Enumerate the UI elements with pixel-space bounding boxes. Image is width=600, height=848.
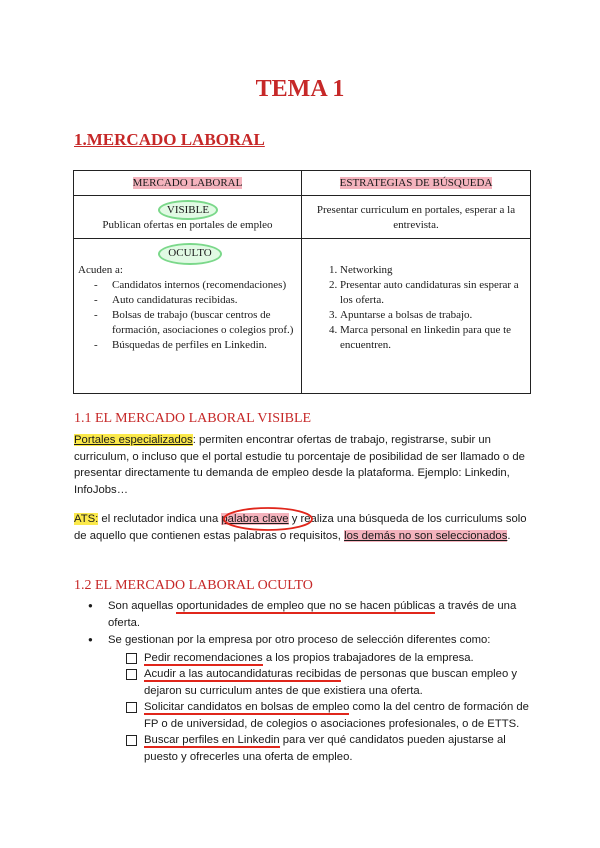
table-divider-vertical: [301, 171, 302, 393]
list-item: ● Son aquellas oportunidades de empleo que no se hacen públicas a través de una oferta.: [86, 598, 531, 631]
section-heading-visible: 1.1 EL MERCADO LABORAL VISIBLE: [74, 411, 312, 426]
visible-strategy: Presentar curriculum en portales, esperar a la entrevista.: [316, 204, 516, 231]
oculto-bullets: [86, 598, 531, 765]
checkbox[interactable]: [126, 735, 137, 746]
checkbox[interactable]: [126, 669, 137, 680]
portales-label: Portales especializados: [74, 434, 193, 446]
oculto-content: [78, 263, 298, 353]
list-item: 4. Marca personal en linkedin para que te encuentren.: [340, 323, 524, 353]
checklist-item: Solicitar candidatos en bolsas de empleo como la del centro de formación de FP o de universidad, de colegios o asociaciones profesionales, o de ETTS.: [86, 699, 531, 732]
ats-highlight: los demás no son seleccionados: [344, 529, 508, 542]
checklist-item: Acudir a las autocandidaturas recibidas de personas que buscan empleo y dejaron su curriculum antes de que existiera una oferta.: [86, 666, 531, 699]
checkbox[interactable]: [126, 653, 137, 664]
ats-label: ATS:: [74, 513, 99, 525]
paragraph-portales: Portales especializados: permiten encontrar ofertas de trabajo, registrarse, subir un curriculum, o incluso que el portal estudie tu porcentaje de posibilidad de ser llamado o de presentar directamente tu demanda de empleo desde la plataforma. Ejemplo: Linkedin, InfoJobs…: [74, 434, 525, 496]
oculto-intro: Acuden a:: [78, 264, 123, 276]
table-header-left: MERCADO LABORAL: [132, 177, 243, 189]
paragraph-ats: ATS: el reclutador indica una palabra clave y realiza una búsqueda de los curriculums solo de aquello que contienen estas palabras o requisitos, los demás no son seleccionados.: [74, 513, 527, 542]
oculto-label: OCULTO: [158, 243, 222, 265]
list-item: - Auto candidaturas recibidas.: [88, 293, 298, 308]
mercado-laboral-table: [73, 170, 531, 394]
strategies-content: [314, 263, 524, 353]
ats-keyword: palabra clave: [221, 513, 289, 525]
list-item: - Candidatos internos (recomendaciones): [88, 278, 298, 293]
checklist-item: Pedir recomendaciones a los propios trabajadores de la empresa.: [86, 650, 531, 667]
section-heading-oculto: 1.2 EL MERCADO LABORAL OCULTO: [74, 578, 313, 593]
list-item: 1. Networking: [340, 263, 524, 278]
oculto-list: [78, 278, 298, 353]
list-item: - Bolsas de trabajo (buscar centros de formación, asociaciones o colegios prof.): [88, 308, 298, 338]
checkbox[interactable]: [126, 702, 137, 713]
section-heading-mercado-laboral: 1.MERCADO LABORAL: [74, 130, 265, 149]
visible-description: Publican ofertas en portales de empleo: [102, 219, 273, 231]
table-header-right: ESTRATEGIAS DE BÚSQUEDA: [339, 177, 493, 189]
list-item: 2. Presentar auto candidaturas sin esperar a los oferta.: [340, 278, 524, 308]
table-divider-row2: [74, 238, 530, 239]
list-item: - Búsquedas de perfiles en Linkedin.: [88, 338, 298, 353]
visible-label: VISIBLE: [158, 200, 218, 220]
strategies-list: [314, 263, 524, 353]
list-item: 3. Apuntarse a bolsas de trabajo.: [340, 308, 524, 323]
table-divider-row1: [74, 195, 530, 196]
checklist-item: Buscar perfiles en Linkedin para ver qué candidatos pueden ajustarse al puesto y ofrecerles una oferta de empleo.: [86, 732, 531, 765]
list-item: ● Se gestionan por la empresa por otro proceso de selección diferentes como:: [86, 632, 531, 649]
page-title: TEMA 1: [255, 76, 345, 102]
